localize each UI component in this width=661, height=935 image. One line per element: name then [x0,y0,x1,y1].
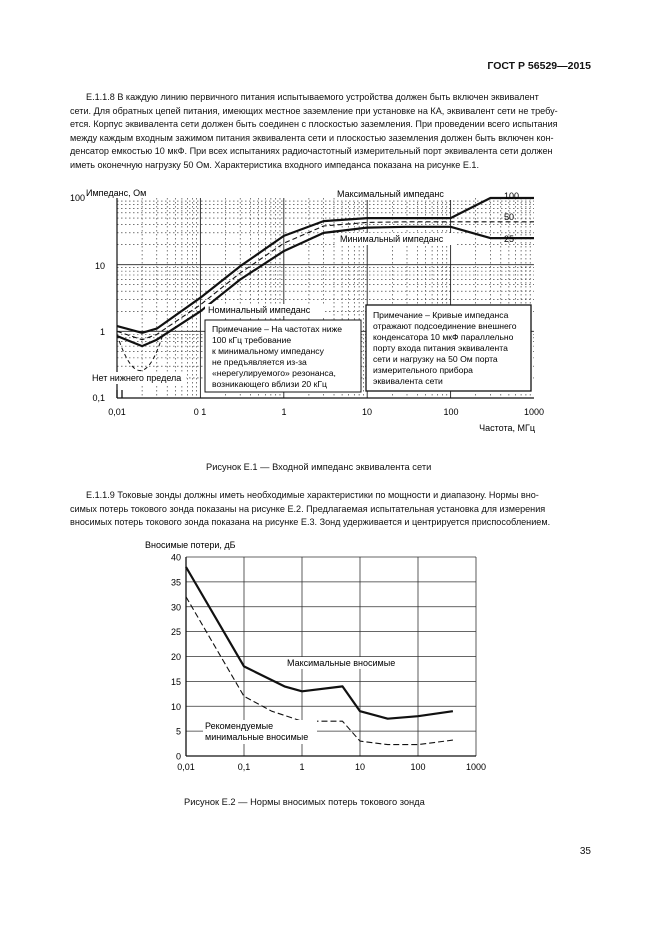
no-lower-limit-label: Нет нижнего предела [92,373,182,383]
page-number: 35 [579,846,591,857]
min-impedance-label: Минимальный импеданс [340,234,444,244]
y-tick-label: 10 [94,261,105,271]
max-insertion-loss-curve [186,567,453,719]
y-tick-label: 15 [170,676,181,687]
paragraph-line: иметь оконечную нагрузку 50 Ом. Характеристика входного импеданса показана на рисунке Е.1. [70,159,480,170]
max-impedance-label: Максимальный импеданс [337,189,444,199]
note-line: отражают подсоединение внешнего [373,321,517,331]
figure-e2-caption: Рисунок Е.2 — Нормы вносимых потерь токового зонда [184,797,425,807]
y-tick-label: 40 [170,552,181,563]
note-line: 100 кГц требование [212,335,292,345]
x-tick-label: 0,01 [177,762,195,772]
paragraph-line: симых потерь токового зонда показаны на рисунке Е.2. Предлагаемая испытательная установка для измерения [70,503,546,514]
figure-e2-insertion-loss-chart [0,530,661,780]
min-insertion-label-line1: Рекомендуемые [205,721,274,731]
note-line: Примечание – Кривые импеданса [373,310,509,320]
y-tick-label: 10 [170,701,181,712]
paragraph-line: денсатор емкостью 10 мкФ. При всех испытаниях радиочастотный измерительный порт эквивалента сети должен [70,146,553,157]
x-tick-label: 100 [443,407,459,417]
note-line: эквивалента сети [373,376,443,386]
y-tick-label: 30 [170,602,181,613]
document-id: ГОСТ Р 56529—2015 [487,60,591,72]
paragraph-line: ется. Корпус эквивалента сети должен быть соединен с плоскостью заземления. При проведении всего испытания [70,119,558,130]
nominal-impedance-label: Номинальный импеданс [208,305,311,315]
paragraph-line: Е.1.1.9 Токовые зонды должны иметь необходимые характеристики по мощности и диапазону. Нормы вно- [86,490,539,500]
note-line: Примечание – На частотах ниже [212,324,343,334]
y-tick-label: 100 [69,193,85,203]
note-line: к минимальному импедансу [212,346,324,356]
x-axis-label: Частота, МГц [479,423,535,433]
figure-e1-caption: Рисунок Е.1 — Входной импеданс эквивалента сети [206,462,432,472]
y-tick-label: 35 [170,577,181,588]
right-value-50: 50 [504,212,515,222]
y-tick-label: 1 [99,327,105,337]
x-tick-label: 1000 [465,762,487,772]
right-value-100: 100 [504,191,520,201]
x-tick-label: 0,01 [108,407,126,417]
right-value-25: 25 [504,234,515,244]
x-tick-label: 1000 [523,407,545,417]
x-tick-label: 10 [354,762,366,772]
x-tick-label: 1 [281,407,287,417]
y-tick-label: 20 [170,652,181,662]
paragraph-e118 [70,91,592,173]
note-line: измерительного прибора [373,365,473,375]
note-line: сети и нагрузку на 50 Ом порта [373,354,498,364]
x-tick-label: 100 [410,762,426,772]
paragraph-line: сети. Для обратных цепей питания, имеющих местное заземление при установке на КА, эквивалент сети не требу- [70,105,558,116]
x-tick-label: 10 [361,407,373,417]
y-tick-label: 5 [175,726,181,737]
note-line: не предъявляется из-за [212,357,307,367]
max-insertion-label: Максимальные вносимые [287,658,396,668]
y-tick-label: 0 [175,751,181,762]
min-insertion-label-line2: минимальные вносимые [205,732,309,742]
paragraph-line: Е.1.1.8 В каждую линию первичного питания испытываемого устройства должен быть включен эквивалент [86,92,539,102]
paragraph-line: вносимых потерь токового зонда показана на рисунке Е.3. Зонд удерживается и центрируется приспособлением. [70,517,551,528]
note-line: порту входа питания эквивалента [373,343,508,353]
y-tick-label: 25 [170,627,181,638]
x-tick-label: 0,1 [237,762,251,772]
paragraph-e119 [70,489,592,530]
note-line: «нерегулируемого» резонанса, [212,368,336,378]
figure-e1-impedance-chart [0,180,661,445]
note-line: конденсатора 10 мкФ параллельно [373,332,514,342]
note-line: возникающего вблизи 20 кГц [212,379,327,389]
y-axis-label: Импеданс, Ом [86,188,147,198]
paragraph-line: между каждым входным зажимом питания эквивалента сети и плоскостью заземления должен быть включен кон- [70,132,554,143]
y-axis-label: Вносимые потери, дБ [145,540,236,550]
x-tick-label: 1 [299,762,305,772]
y-tick-label: 0,1 [92,393,105,403]
x-tick-label: 0 1 [193,407,207,417]
